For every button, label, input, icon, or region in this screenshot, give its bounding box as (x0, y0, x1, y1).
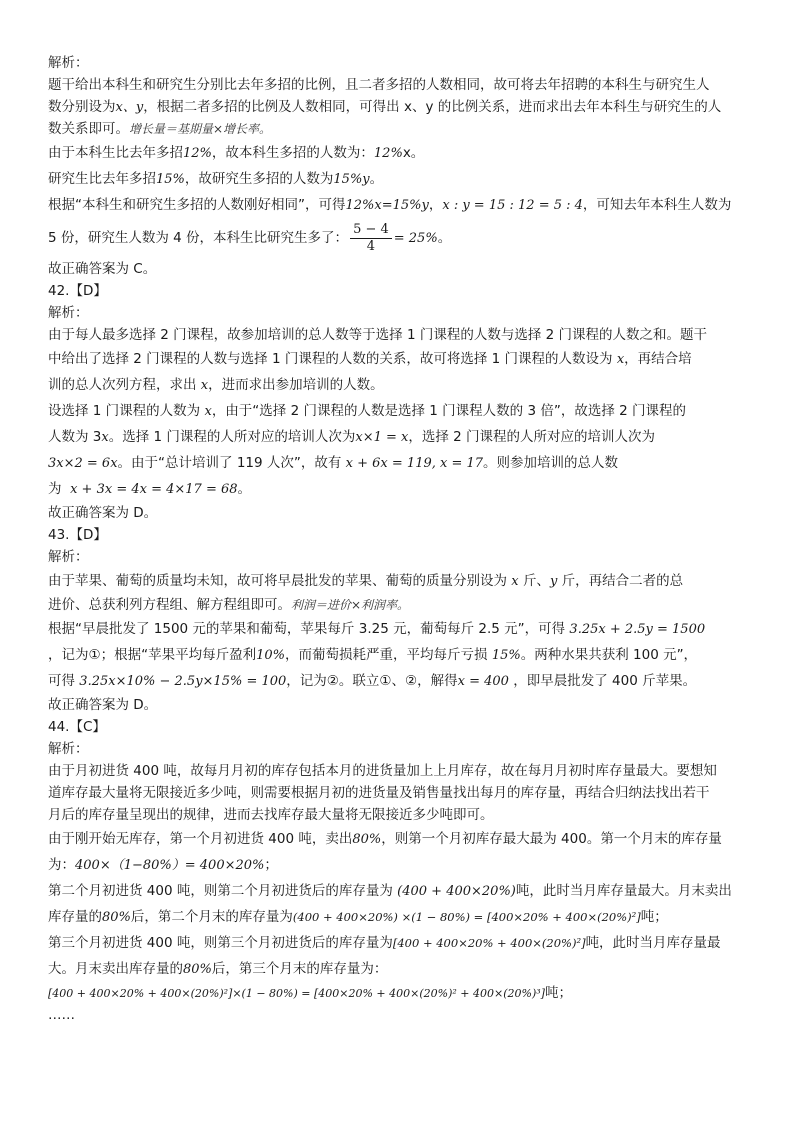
paragraph-line (48, 96, 760, 118)
paragraph-line (48, 956, 760, 982)
label-text: 解析： (48, 741, 89, 757)
paragraph-line (48, 904, 760, 930)
paragraph-line (48, 140, 760, 166)
text: 由于本科生比去年多招 (48, 145, 183, 161)
paragraph-line (48, 166, 760, 192)
question-heading (48, 280, 760, 302)
text: ，记为①；根据“苹果平均每斤盈利 (48, 647, 257, 663)
math-formula: (400 + 400×20%) (397, 884, 516, 899)
text: 研究生比去年多招 (48, 171, 156, 187)
text: 。两种水果共获利 100 元”， (520, 647, 698, 663)
text: 。 (369, 171, 384, 187)
math-formula: (400 + 400×20%) ×(1 − 80%) = [400×20% + 400×(20%)²] (292, 910, 641, 924)
math-formula: x = 400 (457, 674, 509, 689)
paragraph-line (48, 982, 760, 1004)
math-formula: 15% (156, 172, 185, 187)
text: 吨，此时当月库存量最 (585, 935, 721, 951)
text: 吨； (544, 985, 572, 1001)
text: 为 (48, 481, 62, 497)
analysis-label (48, 738, 760, 760)
math-formula: x (511, 574, 519, 589)
text: x。 (402, 145, 425, 161)
paragraph-line (48, 568, 760, 594)
paragraph-line (48, 476, 760, 502)
text: 后，第二个月末的库存量为 (130, 909, 293, 925)
paragraph-line (48, 372, 760, 398)
text: 根据“早晨批发了 1500 元的苹果和葡萄，苹果每斤 3.25 元，葡萄每斤 2.5 元”，可得 (48, 621, 566, 637)
math-formula: 12%x=15%y (345, 198, 429, 213)
answer-line (48, 694, 760, 716)
paragraph-line (48, 450, 760, 476)
text: 。选择 1 门课程的人所对应的培训人次为 (108, 429, 356, 445)
math-formula: 3.25x + 2.5y = 1500 (569, 622, 706, 637)
paragraph-line (48, 642, 760, 668)
math-formula: x + 6x = 119, x = 17 (345, 456, 484, 471)
math-formula: x (200, 378, 209, 393)
math-formula: 80% (352, 832, 382, 847)
paragraph-line (48, 218, 760, 258)
text: 数关系即可。 (48, 121, 129, 137)
fraction-numerator: 5 − 4 (350, 222, 392, 239)
text: 进价、总获利列方程组、解方程组即可。 (48, 597, 291, 613)
text: ，可知去年本科生人数为 (582, 197, 732, 213)
text: 第三个月初进货 400 吨，则第三个月初进货后的库存量为 (48, 935, 393, 951)
math-formula: = 25% (393, 231, 438, 246)
math-formula: 80% (102, 910, 131, 925)
text: 第二个月初进货 400 吨，则第二个月初进货后的库存量为 (48, 883, 393, 899)
text: 设选择 1 门课程的人数为 (48, 403, 201, 419)
text: 数分别设为 (48, 99, 116, 115)
paragraph-line (48, 346, 760, 372)
label-text: 解析： (48, 549, 89, 565)
answer-line (48, 502, 760, 524)
text: 。 (237, 481, 252, 497)
handwritten-note: 增长量＝基期量×增长率。 (129, 122, 272, 136)
math-formula: 80% (183, 962, 212, 977)
text: 库存量的 (48, 909, 102, 925)
text: 可得 (48, 673, 75, 689)
handwritten-note: 利润＝进价×利润率。 (291, 598, 410, 612)
analysis-label (48, 302, 760, 324)
paragraph-line (48, 74, 760, 96)
text: 吨； (640, 909, 668, 925)
paragraph-line (48, 192, 760, 218)
text: 斤，再结合二者的总 (561, 573, 684, 589)
paragraph-line (48, 804, 760, 826)
text: 人数为 3 (48, 429, 102, 445)
question-heading (48, 524, 760, 546)
math-formula: 15% (491, 648, 521, 663)
text: ，再结合培 (624, 351, 692, 367)
text: 训的总人次列方程，求出 (48, 377, 197, 393)
paragraph-line (48, 616, 760, 642)
math-formula: x、y (115, 100, 144, 115)
text: ，选择 2 门课程的人所对应的培训人次为 (408, 429, 656, 445)
fraction-denominator: 4 (366, 238, 376, 254)
fraction (350, 222, 392, 255)
text: 中给出了选择 2 门课程的人数与选择 1 门课程的人数的关系，故可将选择 1 门课程的人数设为 (48, 351, 613, 367)
text: ， (428, 197, 443, 213)
text: ，记为②。联立①、②，解得 (286, 673, 458, 689)
text: 为： (48, 857, 75, 873)
analysis-label (48, 546, 760, 568)
text: 由于每人最多选择 2 门课程，故参加培训的总人数等于选择 1 门课程的人数与选择 2 门课程的人数之和。题干 (48, 327, 708, 343)
text: 。 (437, 230, 452, 246)
math-formula: [400 + 400×20% + 400×(20%)²]×(1 − 80%) = [400×20% + 400×(20%)² + 400×(20%)³] (48, 987, 545, 1000)
text: ，而葡萄损耗严重，平均每斤亏损 (285, 647, 488, 663)
math-formula: x×1 = x (355, 430, 409, 445)
paragraph-line (48, 826, 760, 852)
paragraph-line (48, 760, 760, 782)
text: 由于月初进货 400 吨，故每月月初的库存包括本月的进货量加上上月库存，故在每月月初时库存量最大。要想知 (48, 763, 717, 779)
math-formula: 15%y (333, 172, 370, 187)
text: 。由于“总计培训了 119 人次”，故有 (117, 455, 342, 471)
text: 斤、 (522, 573, 550, 589)
math-formula: x (204, 404, 212, 419)
text: 月后的库存量呈现出的规律，进而去找库存最大量将无限接近多少吨即可。 (48, 807, 494, 823)
paragraph-line (48, 398, 760, 424)
math-formula: 3x×2 = 6x (48, 456, 118, 471)
paragraph-line (48, 852, 760, 878)
label-text: 解析： (48, 55, 89, 71)
text: 由于苹果、葡萄的质量均未知，故可将早晨批发的苹果、葡萄的质量分别设为 (48, 573, 507, 589)
text: …… (48, 1007, 75, 1023)
text: 大。月末卖出库存量的 (48, 961, 183, 977)
text: 根据“本科生和研究生多招的人数刚好相同”，可得 (48, 197, 346, 213)
text: ，则第一个月初库存最大最为 400。第一个月末的库存量 (381, 831, 722, 847)
text: 5 份，研究生人数为 4 份，本科生比研究生多了： (48, 230, 349, 246)
text: 吨，此时当月库存量最大。月末卖出 (515, 883, 732, 899)
label-text: 解析： (48, 305, 89, 321)
math-formula: 12% (183, 146, 212, 161)
text: ，即早晨批发了 400 斤苹果。 (513, 673, 697, 689)
answer-line (48, 258, 760, 280)
paragraph-line (48, 782, 760, 804)
paragraph-line (48, 324, 760, 346)
question-heading (48, 716, 760, 738)
text: 道库存最大量将无限接近多少吨，则需要根据月初的进货量及销售量找出每月的库存量，再结合归纳法找出若干 (48, 785, 710, 801)
math-formula: y (549, 574, 558, 589)
math-formula: x (101, 430, 109, 445)
document-page (48, 52, 760, 1026)
text: 42.【D】 (48, 283, 107, 299)
paragraph-line (48, 118, 760, 140)
math-formula: 400×（1−80%）= 400×20% (75, 858, 265, 873)
paragraph-line (48, 930, 760, 956)
math-formula: [400 + 400×20% + 400×(20%)²] (392, 936, 586, 950)
text: 后，第三个月末的库存量为： (211, 961, 388, 977)
paragraph-line (48, 878, 760, 904)
text: 由于刚开始无库存，第一个月初进货 400 吨，卖出 (48, 831, 353, 847)
text: 。则参加培训的总人数 (483, 455, 619, 471)
text: 故正确答案为 C。 (48, 261, 157, 277)
text: ，进而求出参加培训的人数。 (208, 377, 384, 393)
text: 故正确答案为 D。 (48, 505, 158, 521)
paragraph-line (48, 594, 760, 616)
text: 43.【D】 (48, 527, 107, 543)
text: 故正确答案为 D。 (48, 697, 158, 713)
math-formula: x (616, 352, 625, 367)
math-formula: 12% (373, 146, 403, 161)
text: ，根据二者多招的比例及人数相同，可得出 x、y 的比例关系，进而求出去年本科生与研究生的人 (143, 99, 722, 115)
math-formula: 3.25x×10% − 2.5y×15% = 100 (79, 674, 287, 689)
paragraph-line (48, 668, 760, 694)
math-formula: x + 3x = 4x = 4×17 = 68 (70, 482, 238, 497)
text: 题干给出本科生和研究生分别比去年多招的比例，且二者多招的人数相同，故可将去年招聘的本科生与研究生人 (48, 77, 710, 93)
text: ，故研究生多招的人数为 (184, 171, 334, 187)
text: ，由于“选择 2 门课程的人数是选择 1 门课程人数的 3 倍”，故选择 2 门课程的 (211, 403, 686, 419)
text: 44.【C】 (48, 719, 106, 735)
math-formula: x : y = 15 : 12 = 5 : 4 (442, 198, 583, 213)
text: ，故本科生多招的人数为： (211, 145, 374, 161)
analysis-label (48, 52, 760, 74)
ellipsis-line (48, 1004, 760, 1026)
paragraph-line (48, 424, 760, 450)
math-formula: 10% (256, 648, 286, 663)
text: ； (264, 857, 278, 873)
